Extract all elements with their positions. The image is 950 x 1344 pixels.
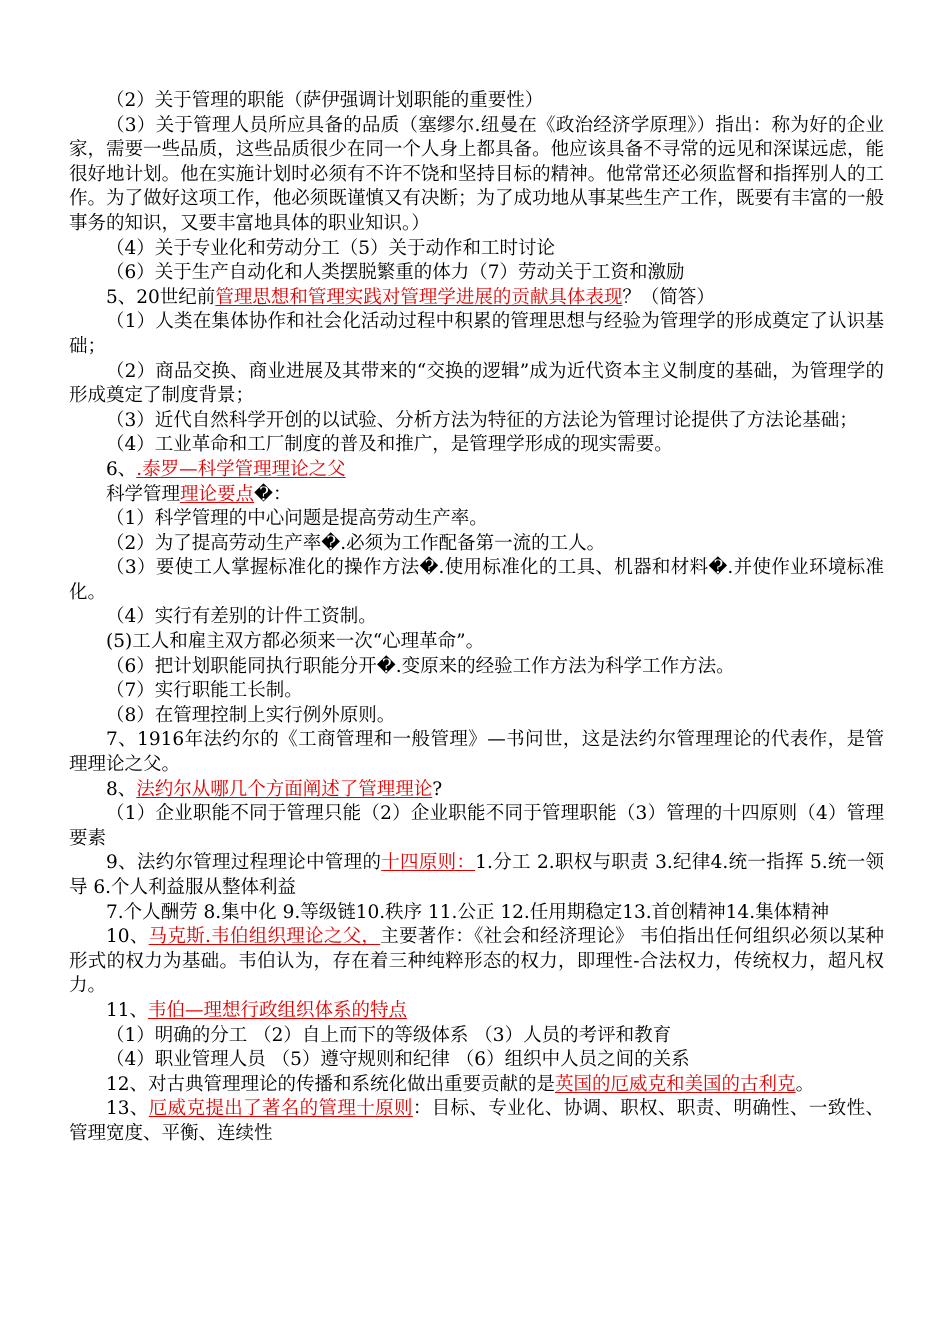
text-run: （6）把计划职能同执行职能分开�.变原来的经验工作方法为科学工作方法。 xyxy=(106,655,735,677)
paragraph xyxy=(69,605,884,630)
text-run: （6）关于生产自动化和人类摆脱繁重的体力（7）劳动关于工资和激励 xyxy=(106,262,685,284)
text-run: ? xyxy=(432,778,443,800)
paragraph xyxy=(69,483,884,508)
highlighted-text: 管理思想和管理实践对管理学进展的贡献具体表现 xyxy=(215,286,623,308)
paragraph xyxy=(69,556,884,605)
text-run: （1）人类在集体协作和社会化活动过程中积累的管理思想与经验为管理学的形成奠定了认识基础； xyxy=(69,311,884,357)
paragraph xyxy=(69,286,884,311)
text-run: �： xyxy=(254,483,292,505)
text-run: （4）职业管理人员 （5）遵守规则和纪律 （6）组织中人员之间的关系 xyxy=(106,1049,690,1071)
text-run: 6、 xyxy=(106,458,137,480)
paragraph xyxy=(69,1048,884,1073)
text-run: 10、 xyxy=(106,926,149,948)
paragraph xyxy=(69,802,884,851)
paragraph xyxy=(69,1073,884,1098)
paragraph xyxy=(69,458,884,483)
text-run: 科学管理 xyxy=(106,483,181,505)
paragraph xyxy=(69,360,884,409)
highlighted-text: 理论要点 xyxy=(180,483,255,505)
paragraph xyxy=(69,630,884,655)
text-run: 11、 xyxy=(106,999,149,1021)
document-content xyxy=(69,89,884,1147)
highlighted-text: 韦伯—理想行政组织体系的特点 xyxy=(148,999,408,1021)
text-run: 主要著作：《社会和经济理论》 韦伯指出任何组织必须以某种形式的权力为基础。韦伯认为，存在着三种纯粹形态的权力，即理性-合法权力，传统权力，超凡权力。 xyxy=(69,926,884,997)
paragraph xyxy=(69,261,884,286)
paragraph xyxy=(69,1097,884,1146)
paragraph xyxy=(69,89,884,114)
paragraph xyxy=(69,1024,884,1049)
paragraph xyxy=(69,999,884,1024)
paragraph xyxy=(69,679,884,704)
text-run: （1）明确的分工 （2）自上而下的等级体系 （3）人员的考评和教育 xyxy=(106,1024,672,1046)
text-run: （7）实行职能工长制。 xyxy=(106,680,303,702)
text-run: （3）关于管理人员所应具备的品质（塞缪尔.纽曼在《政治经济学原理》）指出：称为好的企业家，需要一些品质，这些品质很少在同一个人身上都具备。他应该具备不寻常的远见和深谋远虑，能很好地计划。他在实施计划时必须有不许不饶和坚持目标的精神。他常常还必须监督和指挥别人的工作。为了做好这项工作，他必须既谨慎又有决断；为了成功地从事某些生产工作，既要有丰富的一般事务的知识，又要丰富地具体的职业知识。） xyxy=(69,114,884,234)
paragraph xyxy=(69,532,884,557)
text-run: （8）在管理控制上实行例外原则。 xyxy=(106,704,396,726)
paragraph xyxy=(69,704,884,729)
text-run: 1.分工 2.职权与职责 3.纪律4.统一指挥 5.统一领导 6.个人利益服从整体利益 xyxy=(69,852,884,898)
highlighted-text: 英国的厄威克和美国的古利克 xyxy=(555,1073,796,1095)
highlighted-text: 法约尔从哪几个方面阐述了管理理论 xyxy=(136,778,433,800)
text-run: 12、对古典管理理论的传播和系统化做出重要贡献的是 xyxy=(106,1073,556,1095)
paragraph xyxy=(69,851,884,900)
text-run: ？（简答） xyxy=(622,286,715,308)
text-run: 7、1916年法约尔的《工商管理和一般管理》—书问世，这是法约尔管理理论的代表作，是管理理论之父。 xyxy=(69,729,884,776)
paragraph xyxy=(69,925,884,999)
text-run: （2）关于管理的职能（萨伊强调计划职能的重要性） xyxy=(106,90,544,111)
paragraph xyxy=(69,237,884,262)
paragraph xyxy=(69,901,884,926)
text-run: （4）工业革命和工厂制度的普及和推广，是管理学形成的现实需要。 xyxy=(106,434,673,456)
text-run: 9、法约尔管理过程理论中管理的 xyxy=(106,852,382,874)
text-run: （2）为了提高劳动生产率�.必须为工作配备第一流的工人。 xyxy=(106,532,606,554)
text-run: 13、 xyxy=(106,1098,149,1120)
text-run: 8、 xyxy=(106,778,137,800)
paragraph xyxy=(69,728,884,777)
paragraph xyxy=(69,655,884,680)
highlighted-text: 厄威克提出了著名的管理十原则 xyxy=(148,1098,413,1120)
paragraph xyxy=(69,433,884,458)
text-run: （3）要使工人掌握标准化的操作方法�.使用标准化的工具、机器和材料�.并使作业环境标准化。 xyxy=(69,557,884,603)
paragraph xyxy=(69,310,884,359)
paragraph xyxy=(69,114,884,237)
text-run: （3）近代自然科学开创的以试验、分析方法为特征的方法论为管理讨论提供了方法论基础； xyxy=(106,409,858,431)
text-run: 5、20世纪前 xyxy=(106,286,216,308)
text-run: （1）科学管理的中心问题是提高劳动生产率。 xyxy=(106,508,488,530)
highlighted-text: .泰罗—科学管理理论之父 xyxy=(136,458,346,480)
text-run: （1）企业职能不同于管理只能（2）企业职能不同于管理职能（3）管理的十四原则（4）管理要素 xyxy=(69,803,884,849)
paragraph xyxy=(69,507,884,532)
text-run: 7.个人酬劳 8.集中化 9.等级链10.秩序 11.公正 12.任用期稳定13.首创精神14.集体精神 xyxy=(106,901,830,923)
text-run: (5)工人和雇主双方都必须来一次“心理革命”。 xyxy=(106,631,485,653)
text-run: ：目标、专业化、协调、职权、职责、明确性、一致性、管理宽度、平衡、连续性 xyxy=(69,1098,884,1144)
text-run: 。 xyxy=(795,1073,815,1095)
text-run: （4）关于专业化和劳动分工（5）关于动作和工时讨论 xyxy=(106,237,556,259)
highlighted-text: 马克斯.韦伯组织理论之父， xyxy=(148,926,381,948)
paragraph xyxy=(69,778,884,803)
paragraph xyxy=(69,409,884,434)
text-run: （4）实行有差别的计件工资制。 xyxy=(106,606,377,628)
highlighted-text: 十四原则： xyxy=(381,852,476,874)
text-run: （2）商品交换、商业进展及其带来的“交换的逻辑”成为近代资本主义制度的基础，为管理学的形成奠定了制度背景； xyxy=(69,360,884,407)
